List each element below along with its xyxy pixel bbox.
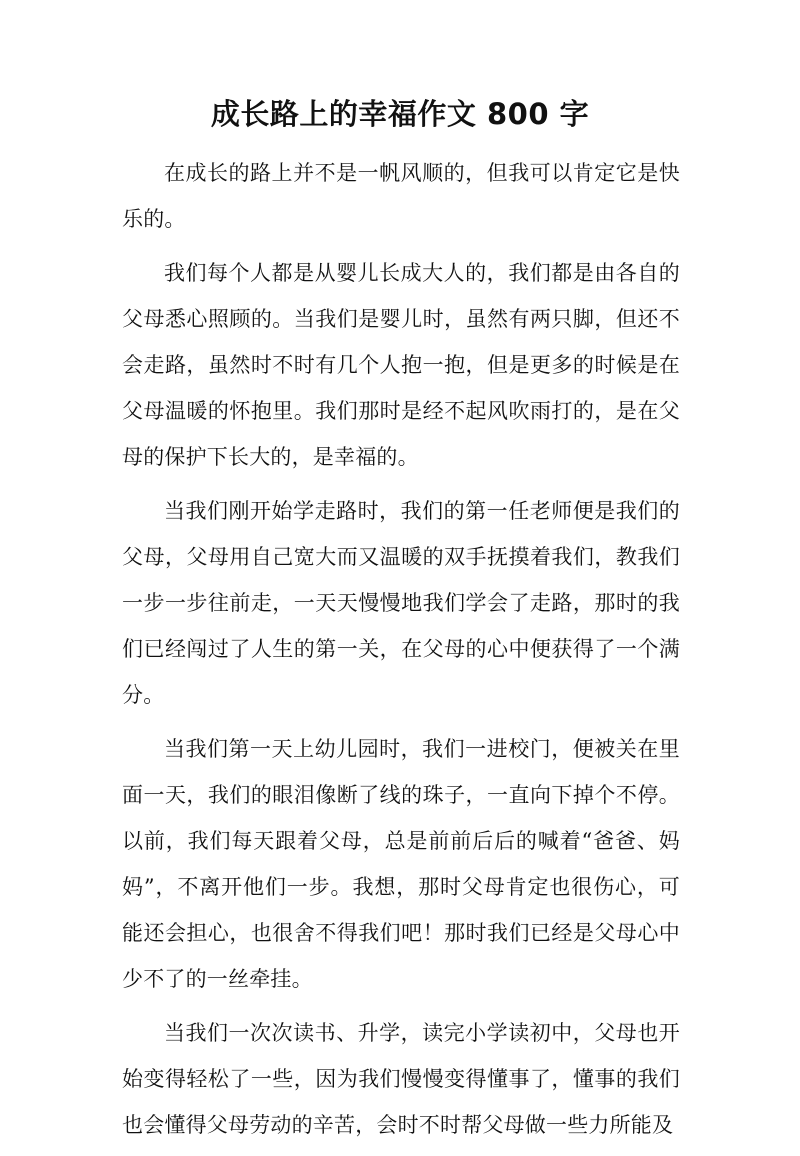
document-body bbox=[122, 150, 680, 1156]
paragraph-1: 在成长的路上并不是一帆风顺的，但我可以肯定它是快乐的。 bbox=[122, 161, 680, 231]
document-title: 成长路上的幸福作文 800 字 bbox=[210, 97, 590, 131]
paragraph-3: 当我们刚开始学走路时，我们的第一任老师便是我们的父母，父母用自己宽大而又温暖的双手抚摸着我们，教我们一步一步往前走，一天天慢慢地我们学会了走路，那时的我们已经闯过了人生的第一关，在父母的心中便获得了一个满分。 bbox=[122, 499, 680, 707]
paragraph-4: 当我们第一天上幼儿园时，我们一进校门，便被关在里面一天，我们的眼泪像断了线的珠子，一直向下掉个不停。以前，我们每天跟着父母，总是前前后后的喊着“爸爸、妈妈”，不离开他们一步。我想，那时父母肯定也很伤心，可能还会担心，也很舍不得我们吧！那时我们已经是父母心中少不了的一丝牵挂。 bbox=[122, 737, 680, 991]
paragraph-2: 我们每个人都是从婴儿长成大人的，我们都是由各自的父母悉心照顾的。当我们是婴儿时，虽然有两只脚，但还不会走路，虽然时不时有几个人抱一抱，但是更多的时候是在父母温暖的怀抱里。我们那时是经不起风吹雨打的，是在父母的保护下长大的，是幸福的。 bbox=[122, 261, 680, 469]
paragraph-5: 当我们一次次读书、升学，读完小学读初中，父母也开始变得轻松了一些，因为我们慢慢变得懂事了，懂事的我们也会懂得父母劳动的辛苦，会时不时帮父母做一些力所能及 bbox=[122, 1021, 680, 1137]
